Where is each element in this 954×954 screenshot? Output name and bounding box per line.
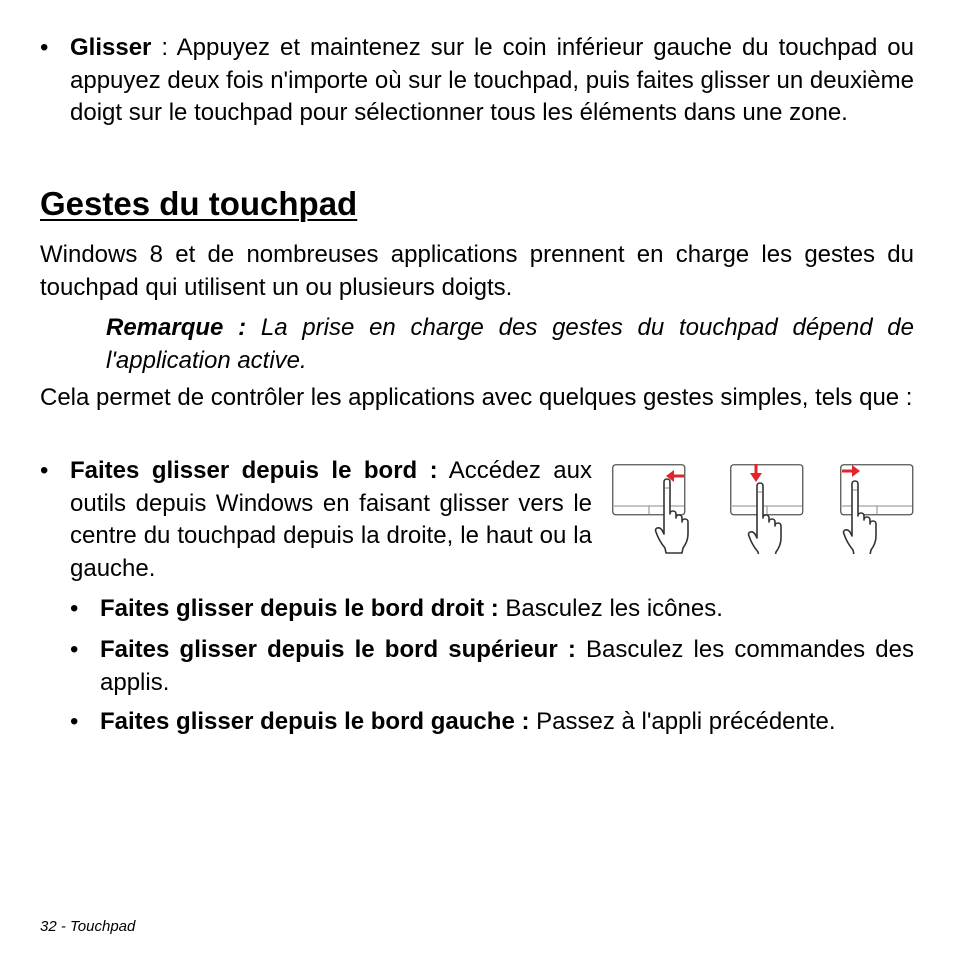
glisser-item	[70, 32, 914, 130]
sub-item-text: Basculez les icônes.	[498, 595, 723, 622]
note-paragraph	[106, 312, 914, 377]
sub-item-term: Faites glisser depuis le bord gauche :	[100, 708, 530, 735]
swipe-from-left-icon	[841, 465, 913, 554]
section-heading: Gestes du touchpad	[40, 185, 358, 222]
glisser-text: Appuyez et maintenez sur le coin inférieur gauche du touchpad ou appuyez deux fois n'importe où sur le touchpad, puis faites glisser un deuxième doigt sur le touchpad pour sélectionner tous les éléments dans une zone.	[70, 34, 914, 126]
sub-item-text: Passez à l'appli précédente.	[529, 708, 836, 735]
edge-swipe-item	[70, 455, 592, 585]
edge-swipe-term: Faites glisser depuis le bord :	[70, 457, 438, 484]
cela-paragraph: Cela permet de contrôler les applications avec quelques gestes simples, tels que :	[40, 384, 913, 411]
bullet-marker: •	[40, 34, 49, 61]
sub-item-text: Basculez les commandes des applis.	[100, 636, 914, 696]
page-footer: 32 - Touchpad	[40, 918, 136, 935]
bullet-marker: •	[70, 636, 79, 663]
intro-paragraph: Windows 8 et de nombreuses applications prennent en charge les gestes du touchpad qui utilisent un ou plusieurs doigts.	[40, 241, 914, 301]
bullet-marker: •	[70, 595, 79, 622]
swipe-from-top-icon	[731, 464, 803, 554]
bullet-marker: •	[70, 708, 79, 735]
bullet-marker: •	[40, 457, 49, 484]
glisser-separator: :	[151, 34, 177, 61]
sub-item-term: Faites glisser depuis le bord supérieur :	[100, 636, 576, 663]
note-text: La prise en charge des gestes du touchpad dépend de l'application active.	[106, 314, 915, 374]
sub-item-top-edge	[100, 634, 914, 699]
edge-swipe-text: Accédez aux outils depuis Windows en faisant glisser vers le centre du touchpad depuis la droite, le haut ou la gauche.	[70, 457, 592, 582]
sub-item-term: Faites glisser depuis le bord droit :	[100, 595, 499, 622]
sub-item-left-edge	[100, 706, 914, 739]
gesture-illustrations	[612, 458, 916, 554]
glisser-term: Glisser	[70, 34, 152, 61]
note-label: Remarque :	[106, 314, 247, 341]
swipe-from-right-icon	[613, 465, 688, 553]
sub-item-right-edge	[100, 593, 914, 626]
